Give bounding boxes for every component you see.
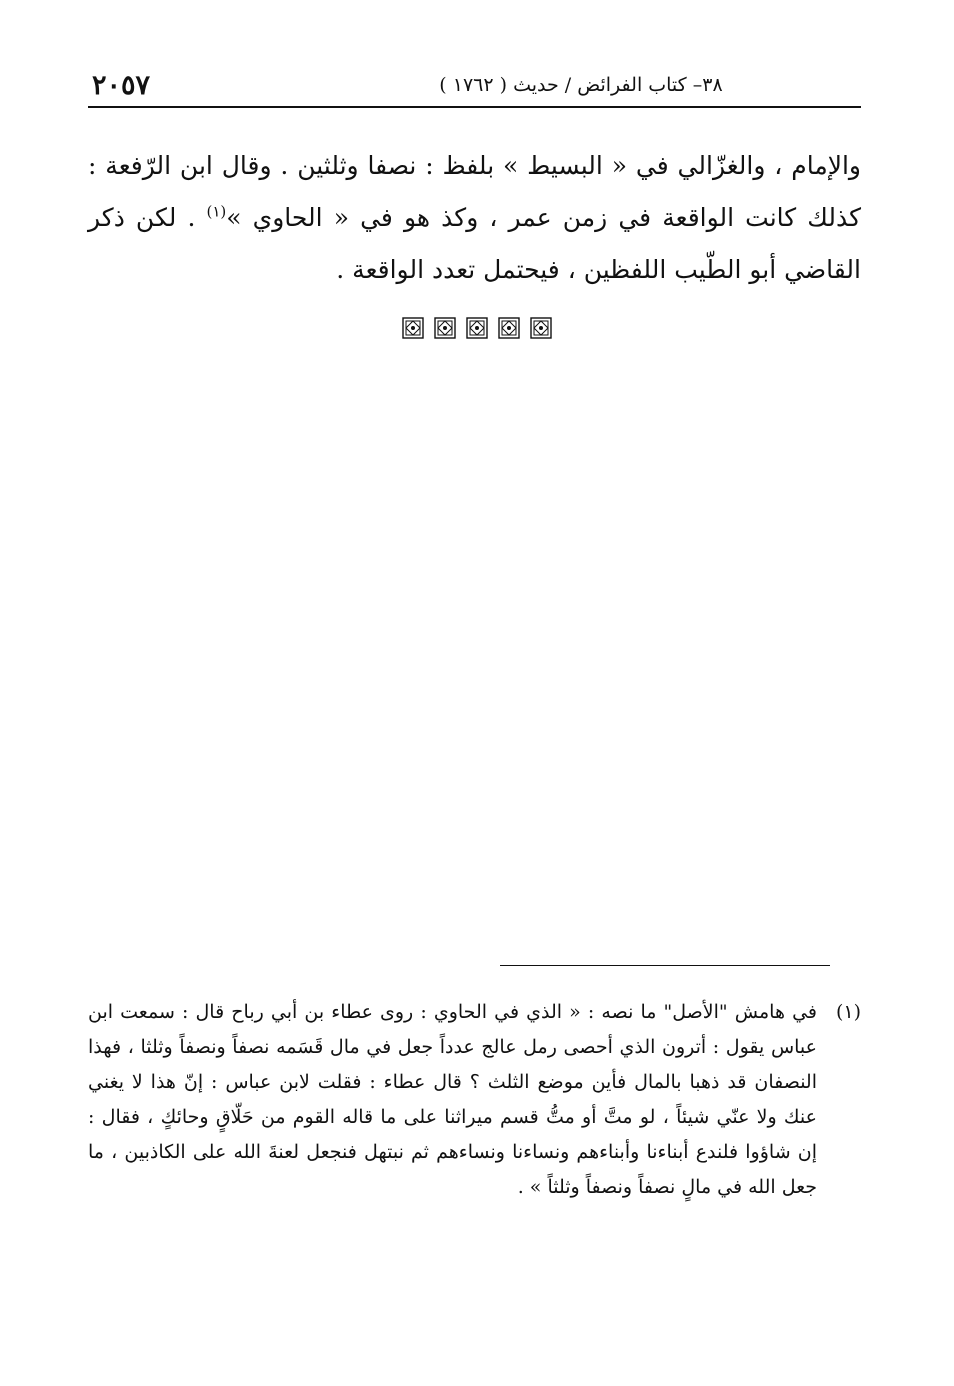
footnote-text: في هامش "الأصل" ما نصه : « الذي في الحاوي : روى عطاء بن أبي رباح قال : سمعت ابن عباس يقول : أترون الذي أحصى رمل عالج عدداً جعل في مال قَسَمه نصفاً ونصفاً وثلثا ، فهذا النصفان قد ذهبا بالمال فأين موضع الثلث ؟ قال عطاء : فقلت لابن عباس : إنّ هذا لا يغني عنك ولا عنّي شيئاً ، لو متَّ أو متُّ قسم ميراثنا على ما قاله القوم من حَلّاقٍ وحائكٍ ، فقال : إن شاؤوا فلندع أبناءنا وأبناءهم ونساءنا ونساءهم ثم نبتهل فنجعل لعنةَ الله على الكاذبين ، ما جعل الله في مالٍ نصفاً ونصفاً وثلثاً » . xyxy=(88,1001,817,1198)
main-paragraph-text: والإمام ، والغزّالي في « البسيط » بلفظ : نصفا وثلثين . وقال ابن الرّفعة : كذلك كانت الواقعة في زمن عمر ، وكذ هو في « الحاوي » xyxy=(88,151,861,232)
section-end-ornament-icon xyxy=(498,317,520,339)
section-end-ornament-icon xyxy=(530,317,552,339)
footnote-marker: (١) xyxy=(835,1001,861,1023)
running-title: ٣٨– كتاب الفرائض / حديث ( ١٧٦٢ ) xyxy=(439,74,723,96)
main-text xyxy=(88,140,861,296)
footnote-reference: (١) xyxy=(206,202,227,221)
main-paragraph-text-continued: . لكن ذكر القاضي أبو الطّيب اللفظين ، فيحتمل تعدد الواقعة . xyxy=(88,203,861,284)
footnote xyxy=(88,995,861,1205)
header-rule xyxy=(88,106,861,108)
footnotes xyxy=(88,995,861,1205)
page-header xyxy=(88,62,861,108)
section-end-ornament-icon xyxy=(466,317,488,339)
main-paragraph xyxy=(88,140,861,296)
page-number: ٢٠٥٧ xyxy=(92,70,151,101)
section-end-ornament-icon xyxy=(434,317,456,339)
section-end-ornament-icon xyxy=(402,317,424,339)
section-end-ornaments xyxy=(0,317,954,339)
footnote-separator xyxy=(500,965,830,966)
